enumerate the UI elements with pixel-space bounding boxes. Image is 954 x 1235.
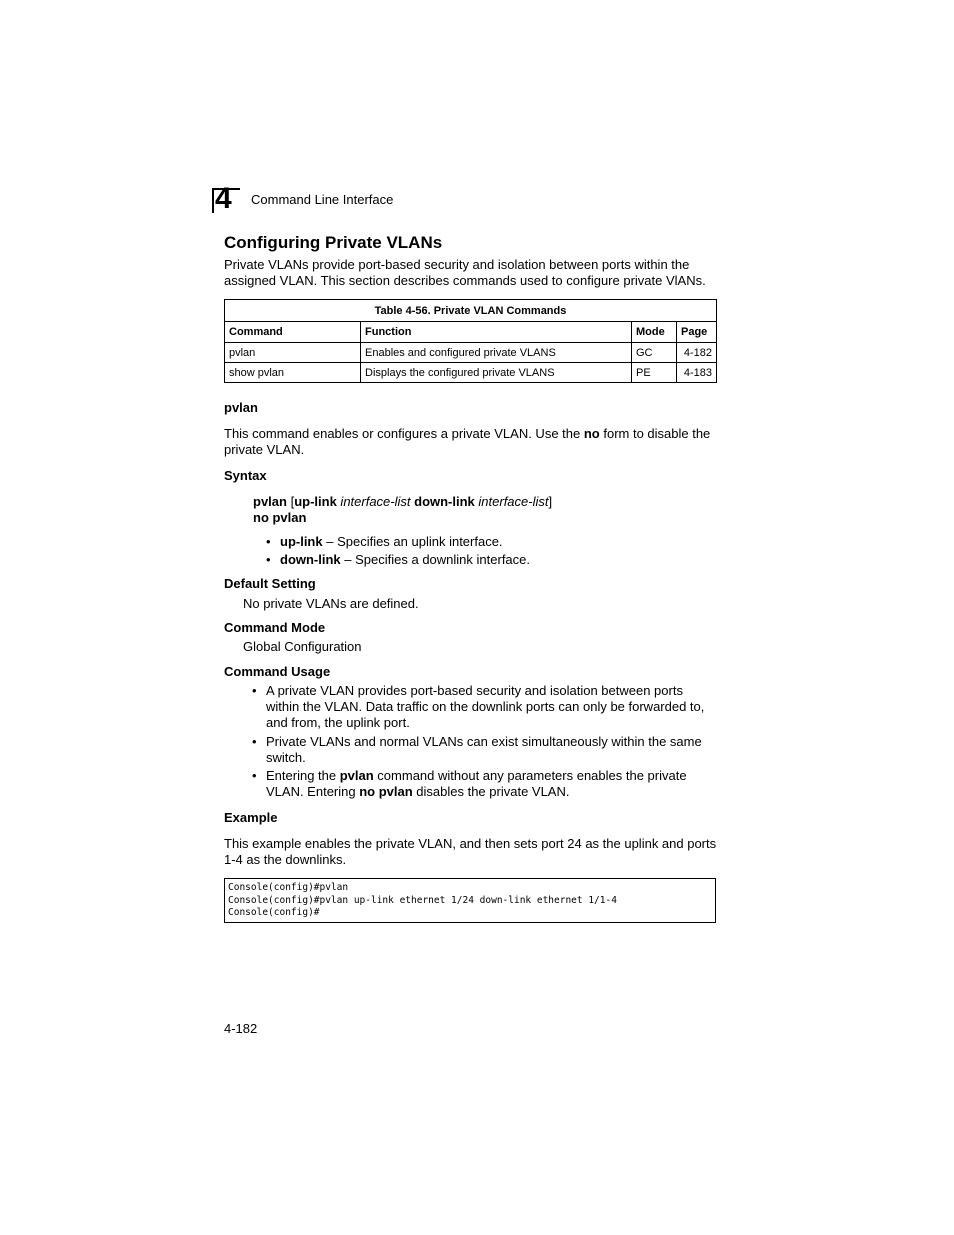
code-line: Console(config)#pvlan <box>228 882 349 893</box>
cell-command: pvlan <box>225 343 361 363</box>
table-header-row <box>225 322 717 343</box>
cell-function: Displays the configured private VLANS <box>361 363 632 383</box>
default-heading: Default Setting <box>224 576 316 591</box>
code-line: Console(config)# <box>228 907 320 918</box>
cell-mode: PE <box>632 363 677 383</box>
column-header-command: Command <box>225 322 361 343</box>
column-header-mode: Mode <box>632 322 677 343</box>
chapter-title: Command Line Interface <box>251 192 394 207</box>
cell-mode: GC <box>632 343 677 363</box>
column-header-function: Function <box>361 322 632 343</box>
command-heading: pvlan <box>224 400 258 415</box>
section-title: Configuring Private VLANs <box>224 233 443 252</box>
param-item: • up-link – Specifies an uplink interface. <box>266 534 503 549</box>
usage-heading: Command Usage <box>224 664 331 679</box>
chapter-number-box <box>212 182 240 215</box>
page-number: 4-182 <box>224 1021 258 1036</box>
example-text: This example enables the private VLAN, and then sets port 24 as the uplink and ports 1-4 as the downlinks. <box>224 836 717 867</box>
mode-heading: Command Mode <box>224 620 326 635</box>
cell-function: Enables and configured private VLANS <box>361 343 632 363</box>
usage-item: • Entering the pvlan command without any parameters enables the private VLAN. Entering no pvlan disables the private VLAN. <box>252 768 687 799</box>
usage-item: • A private VLAN provides port-based security and isolation between ports within the VLAN. Data traffic on the downlink ports can only be forwarded to, and from, the uplink port. <box>252 683 705 730</box>
param-item: • down-link – Specifies a downlink interface. <box>266 552 530 567</box>
code-line: Console(config)#pvlan up-link ethernet 1/24 down-link ethernet 1/1-4 <box>228 894 617 906</box>
commands-table <box>224 299 717 383</box>
usage-item: • Private VLANs and normal VLANs can exist simultaneously within the same switch. <box>252 734 702 765</box>
syntax-heading: Syntax <box>224 468 267 483</box>
syntax-line: pvlan [up-link interface-list down-link interface-list] <box>253 494 553 509</box>
example-heading: Example <box>224 810 278 825</box>
table-row <box>225 343 717 363</box>
cell-page: 4-182 <box>677 343 717 363</box>
table-row <box>225 363 717 383</box>
cell-command: show pvlan <box>225 363 361 383</box>
section-intro: Private VLANs provide port-based security and isolation between ports within the assigned VLAN. This section describes commands used to configure private VlANs. <box>224 257 706 288</box>
syntax-no-form: no pvlan <box>253 510 307 525</box>
default-text: No private VLANs are defined. <box>243 596 419 611</box>
command-description: This command enables or configures a private VLAN. Use the no form to disable the private VLAN. <box>224 426 711 457</box>
chapter-number: 4 <box>215 182 232 215</box>
mode-text: Global Configuration <box>243 639 362 654</box>
table-title: Table 4-56. Private VLAN Commands <box>225 300 717 322</box>
column-header-page: Page <box>677 322 717 343</box>
code-example <box>224 878 716 923</box>
cell-page: 4-183 <box>677 363 717 383</box>
